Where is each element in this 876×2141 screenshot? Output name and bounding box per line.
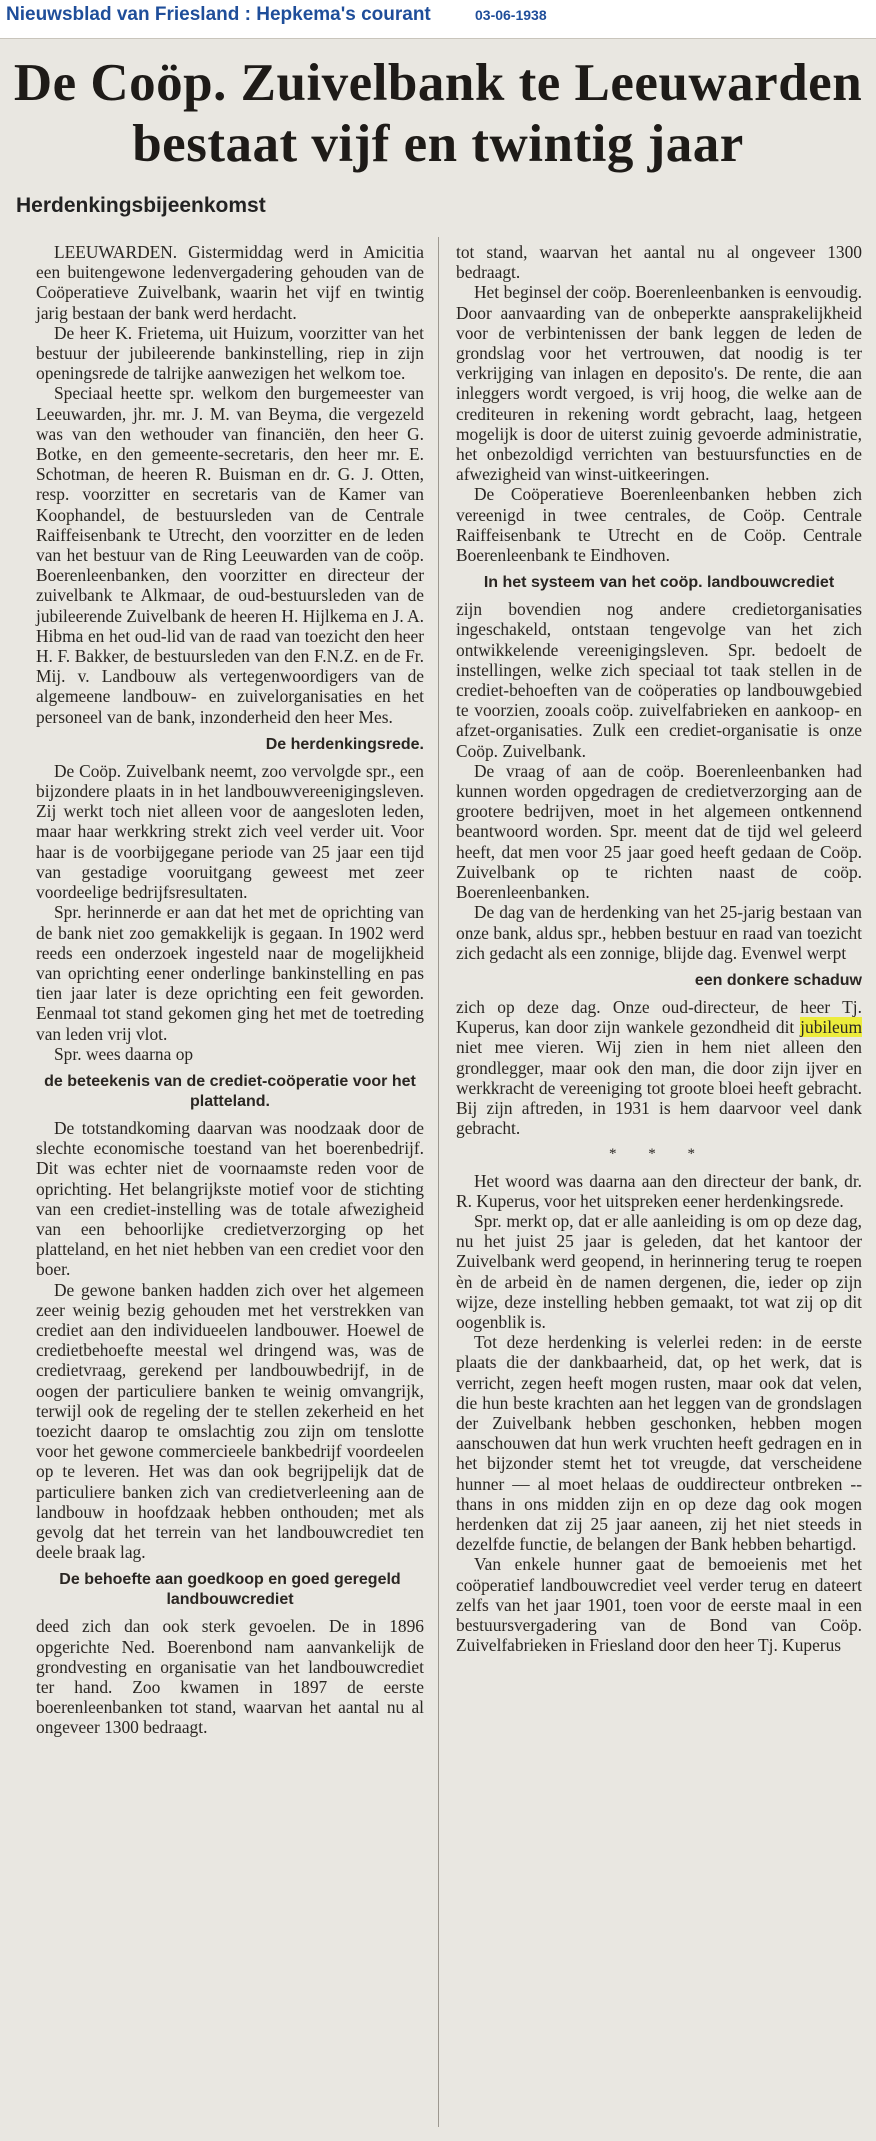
paragraph: De gewone banken hadden zich over het algemeen zeer weinig bezig gehouden met het verstrekken van crediet aan den individueelen landbouwer. Hoewel de credietbehoefte meestal wel dringend was, was de credietvraag, gerekend per landbouwbedrijf, in de oogen der particuliere banken te weinig omvangrijk, terwijl ook de regeling der te stellen zekerheid en het toezicht daarop te omslachtig zou zijn om tenslotte voor het gewone commercieele bankbedrijf voordeelen op te leveren. Het was dan ook begrijpelijk dat de particuliere banken zich van credietverleening aan de landbouw in hoofdzaak hebben onthouden; met als gevolg dat het terrein van het landbouwcrediet ten deele braak lag. [36, 1279, 424, 1563]
section-heading: de beteekenis van de crediet-coöperatie voor het platteland. [44, 1072, 416, 1110]
paragraph: zijn bovendien nog andere credietorganisaties ingeschakeld, ontstaan tengevolge van het zich ontwikkelende vereenigingsleven. Spr. bedoelt de instellingen, welke zich speciaal tot taak stellen in de crediet-behoeften van de coöperaties op landbouwgebied te voorzien, zooals coöp. zuivelfabrieken en aankoop- en afzet-organisaties. Zulk een crediet-organisatie is onze Coöp. Zuivelbank. [456, 599, 862, 761]
article-headline [0, 53, 876, 175]
text-run: niet mee vieren. Wij zien in hem niet alleen den grondlegger, maar ook den man, die door zijn ijver en werkkracht de vereeniging tot groote bloei heeft gebracht. Bij zijn aftreden, in 1931 is hem daarvoor veel dank gebracht. [456, 1037, 862, 1139]
paragraph [456, 997, 862, 1138]
paragraph: De vraag of aan de coöp. Boerenleenbanken had kunnen worden opgedragen de credietverzorging aan de grootere bedrijven, moet in het algemeen ontkennend beantwoord worden. Spr. meent dat de tijd wel geleerd heeft, dat men voor 25 jaar goed heeft gedaan de Coöp. Zuivelbank op te richten naast de coöp. Boerenleenbanken. [456, 760, 862, 903]
section-heading: In het systeem van het coöp. landbouwcrediet [483, 574, 835, 592]
paragraph: De Coöperatieve Boerenleenbanken hebben zich vereenigd in twee centrales, de Coöp. Centrale Raiffeisenbank te Utrecht en de Coöp. Centrale Boerenleenbank te Eindhoven. [456, 484, 862, 566]
paragraph: Tot deze herdenking is velerlei reden: in de eerste plaats die der dankbaarheid, dat, op het werk, dat is verricht, zegen heeft mogen rusten, maar ook dat velen, die hun beste krachten aan het leggen van de grondslagen der Zuivelbank hebben geschonken, hebben mogen aanschouwen dat hun werk vruchten heeft gedragen en in het bijzonder stemt het tot vreugde, dat verscheidene hunner — al moet helaas de ouddirecteur ontbreken -- thans in ons midden zijn en op deze dag ook mogen herdenken dat zij 25 jaar aaneen, zij het niet steeds in dezelfde functie, de belangen der Bank hebben behartigd. [456, 1332, 862, 1555]
paragraph: Het beginsel der coöp. Boerenleenbanken is eenvoudig. Door aanvaarding van de onbeperkte aansprakelijkheid voor de verbintenissen der bank leggen de leden de grondslag voor het vertrouwen, dat noodig is ter verkrijging van inlagen en deposito's. De rente, die aan inleggers wordt vergoed, is vrij hoog, die welke aan de crediteuren in rekening wordt gebracht, laag, hetgeen mogelijk is door de uiterst zuinig gevoerde administratie, het onbezoldigd verrichten van bestuursfuncties en de afwezigheid van winst-uitkeeringen. [456, 282, 862, 485]
headline-line-2: bestaat vijf en twintig jaar [132, 115, 744, 173]
column-divider [438, 237, 439, 2127]
paragraph: tot stand, waarvan het aantal nu al ongeveer 1300 bedraagt. [456, 242, 862, 283]
paragraph: Het woord was daarna aan den directeur der bank, dr. R. Kuperus, voor het uitspreken eener herdenkingsrede. [456, 1170, 862, 1211]
left-column [36, 242, 424, 1738]
paragraph: Van enkele hunner gaat de bemoeienis met het coöperatief landbouwcrediet veel verder terug en dateert zelfs van het jaar 1901, toen voor de eerste maal in een bestuursvergadering van de Bond van Coöp. Zuivelfabrieken in Friesland door den heer Tj. Kuperus [456, 1554, 862, 1656]
section-heading: een donkere schaduw [694, 971, 862, 989]
headline-line-1: De Coöp. Zuivelbank te Leeuwarden [13, 54, 863, 112]
section-heading: De behoefte aan goedkoop en goed geregeld landbouwcrediet [59, 1571, 401, 1609]
paragraph: De heer K. Frietema, uit Huizum, voorzitter van het bestuur der jubileerende bankinstelling, riep in zijn openingsrede de talrijke aanwezigen het welkom toe. [36, 322, 424, 384]
newspaper-title: Nieuwsblad van Friesland : Hepkema's courant [6, 4, 431, 25]
source-header [0, 0, 876, 36]
right-column [456, 242, 862, 1655]
article-subhead: Herdenkingsbijeenkomst [16, 194, 266, 217]
paragraph: Spr. merkt op, dat er alle aanleiding is om op deze dag, nu het juist 25 jaar is geleden, dat het kantoor der Zuivelbank werd geopend, in herinnering terug te roepen èn de arbeid èn de namen dergenen, die, ieder op zijn wijze, deze instelling hebben gemaakt, tot wat zij op dit oogenblik is. [456, 1210, 862, 1332]
paragraph: Spr. herinnerde er aan dat het met de oprichting van de bank niet zoo gemakkelijk is gegaan. In 1902 werd reeds een onderzoek ingesteld naar de mogelijkheid van oprichting eener onderlinge bankinstelling en pas tien jaar later is deze oprichting een feit geworden. Eenmaal tot stand gekomen ging het met de toetreding van leden vrij vlot. [36, 902, 424, 1044]
paragraph: LEEUWARDEN. Gistermiddag werd in Amicitia een buitengewone ledenvergadering gehouden van de Coöperatieve Zuivelbank, waarin het vijf en twintig jarig bestaan der bank werd herdacht. [36, 242, 424, 323]
paragraph: De totstandkoming daarvan was noodzaak door de slechte economische toestand van het boerenbedrijf. Dit was echter niet de voornaamste reden voor de oprichting. Het belangrijkste motief voor de stichting van een crediet-instelling was de totale afwezigheid van een behoorlijke credietverzorging op het platteland, en het niet hebben van een crediet voor den boer. [36, 1117, 424, 1280]
paragraph: Speciaal heette spr. welkom den burgemeester van Leeuwarden, jhr. mr. J. M. van Beyma, die vergezeld was van den wethouder van financiën, den heer G. Botke, en den gemeente-secretaris, den heer mr. E. Schotman, de heeren R. Buisman en dr. G. J. Otten, resp. voorzitter en secretaris van de Kamer van Koophandel, de bestuursleden van de Centrale Raiffeisenbank te Utrecht, den voorzitter en de leden van het bestuur van de Ring Leeuwarden van de coöp. Boerenleenbanken, den voorzitter en directeur der zuivelbank te Alkmaar, de oud-bestuursleden van de jubileerende Zuivelbank de heeren H. Hijlkema en J. A. Hibma en het oud-lid van de raad van toezicht den heer H. F. Bakker, de bestuursleden van den F.N.Z. en de Fr. Mij. v. Landbouw als vertegenwoordigers van de algemeene landbouw- en zuivelorganisaties en het personeel van de bank, inzonderheid den heer Mes. [36, 383, 424, 727]
paragraph: deed zich dan ook sterk gevoelen. De in 1896 opgerichte Ned. Boerenbond nam aanvankelijk de grondvesting en organisatie van het landbouwcrediet ter hand. Zoo kwamen in 1897 de eerste boerenleenbanken tot stand, waarvan het aantal nu al ongeveer 1300 bedraagt. [36, 1616, 424, 1738]
paragraph: De Coöp. Zuivelbank neemt, zoo vervolgde spr., een bijzondere plaats in in het landbouwvereenigingsleven. Zij werkt toch niet alleen voor de aangesloten leden, maar haar werkkring strekt zich veel verder uit. Voor haar is de voorbijgegane periode van 25 jaar een tijd van gestadige vooruitgang geweest met zeer voordeelige bedrijfsresultaten. [36, 760, 424, 903]
newspaper-clipping [0, 38, 876, 2141]
highlighted-term: jubileum [800, 1017, 862, 1038]
section-separator: * * * [609, 1146, 709, 1163]
section-heading: De herdenkingsrede. [265, 735, 424, 753]
text-run: zich op deze dag. Onze oud-directeur, de heer Tj. Kuperus, kan door zijn wankele gezondheid dit [456, 996, 862, 1038]
paragraph: De dag van de herdenking van het 25-jarig bestaan van onze bank, aldus spr., hebben bestuur en raad van toezicht zich gedacht als een zonnige, blijde dag. Evenwel werpt [456, 902, 862, 963]
publication-date: 03-06-1938 [475, 7, 547, 23]
paragraph: Spr. wees daarna op [54, 1043, 194, 1064]
